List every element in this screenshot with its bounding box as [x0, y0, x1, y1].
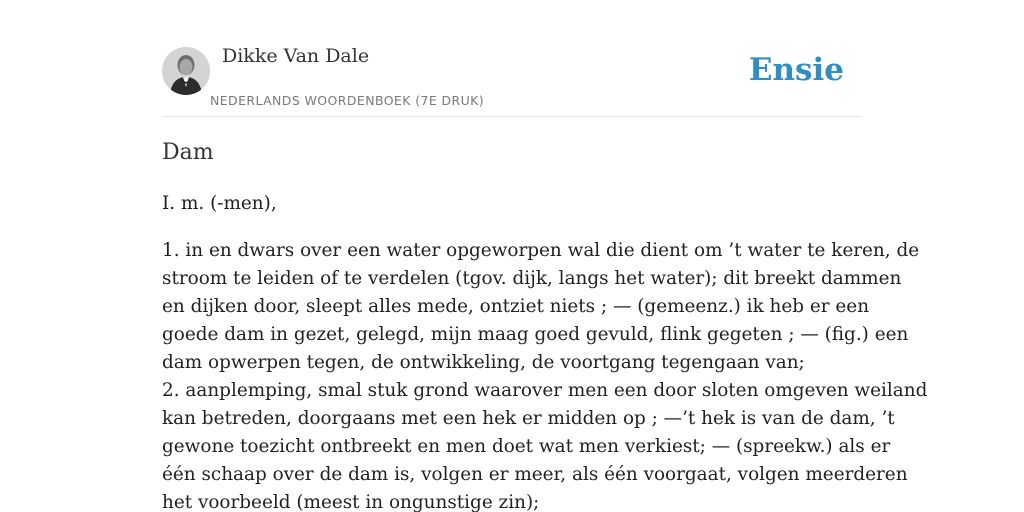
- entry-definition: [162, 190, 928, 512]
- portrait-image: [162, 47, 210, 95]
- definition-sense-1: [162, 237, 920, 377]
- definition-line: 1. in en dwars over een water opgeworpen wal die dient om ’t water te keren, de: [162, 240, 920, 261]
- entry-headword: Dam: [162, 140, 214, 165]
- author-avatar[interactable]: [162, 47, 210, 95]
- definition-line: gewone toezicht ontbreekt en men doet wat men verkiest; — (spreekw.) als er: [162, 436, 891, 457]
- definition-line: stroom te leiden of te verdelen (tgov. dijk, langs het water); dit breekt dammen: [162, 268, 902, 289]
- grammar-info: I. m. (-men),: [162, 193, 277, 214]
- definition-line: het voorbeeld (meest in ongunstige zin);: [162, 492, 540, 512]
- definition-line: en dijken door, sleept alles mede, ontziet niets ; — (gemeenz.) ik heb er een: [162, 296, 870, 317]
- definition-line: 2. aanplemping, smal stuk grond waarover men een door sloten omgeven weiland: [162, 380, 928, 401]
- definition-line: goede dam in gezet, gelegd, mijn maag goed gevuld, flink gegeten ; — (fig.) een: [162, 324, 909, 345]
- definition-sense-2: [162, 377, 928, 512]
- source-title: NEDERLANDS WOORDENBOEK (7E DRUK): [210, 93, 485, 108]
- definition-line: één schaap over de dam is, volgen er meer, als één voorgaat, volgen meerderen: [162, 464, 908, 485]
- site-header: [162, 40, 862, 117]
- definition-line: kan betreden, doorgaans met een hek er midden op ; —’t hek is van de dam, ’t: [162, 408, 895, 429]
- ensie-logo-link[interactable]: Ensie: [748, 52, 844, 88]
- definition-line: dam opwerpen tegen, de ontwikkeling, de voortgang tegengaan van;: [162, 352, 805, 373]
- author-name-link[interactable]: Dikke Van Dale: [222, 45, 370, 67]
